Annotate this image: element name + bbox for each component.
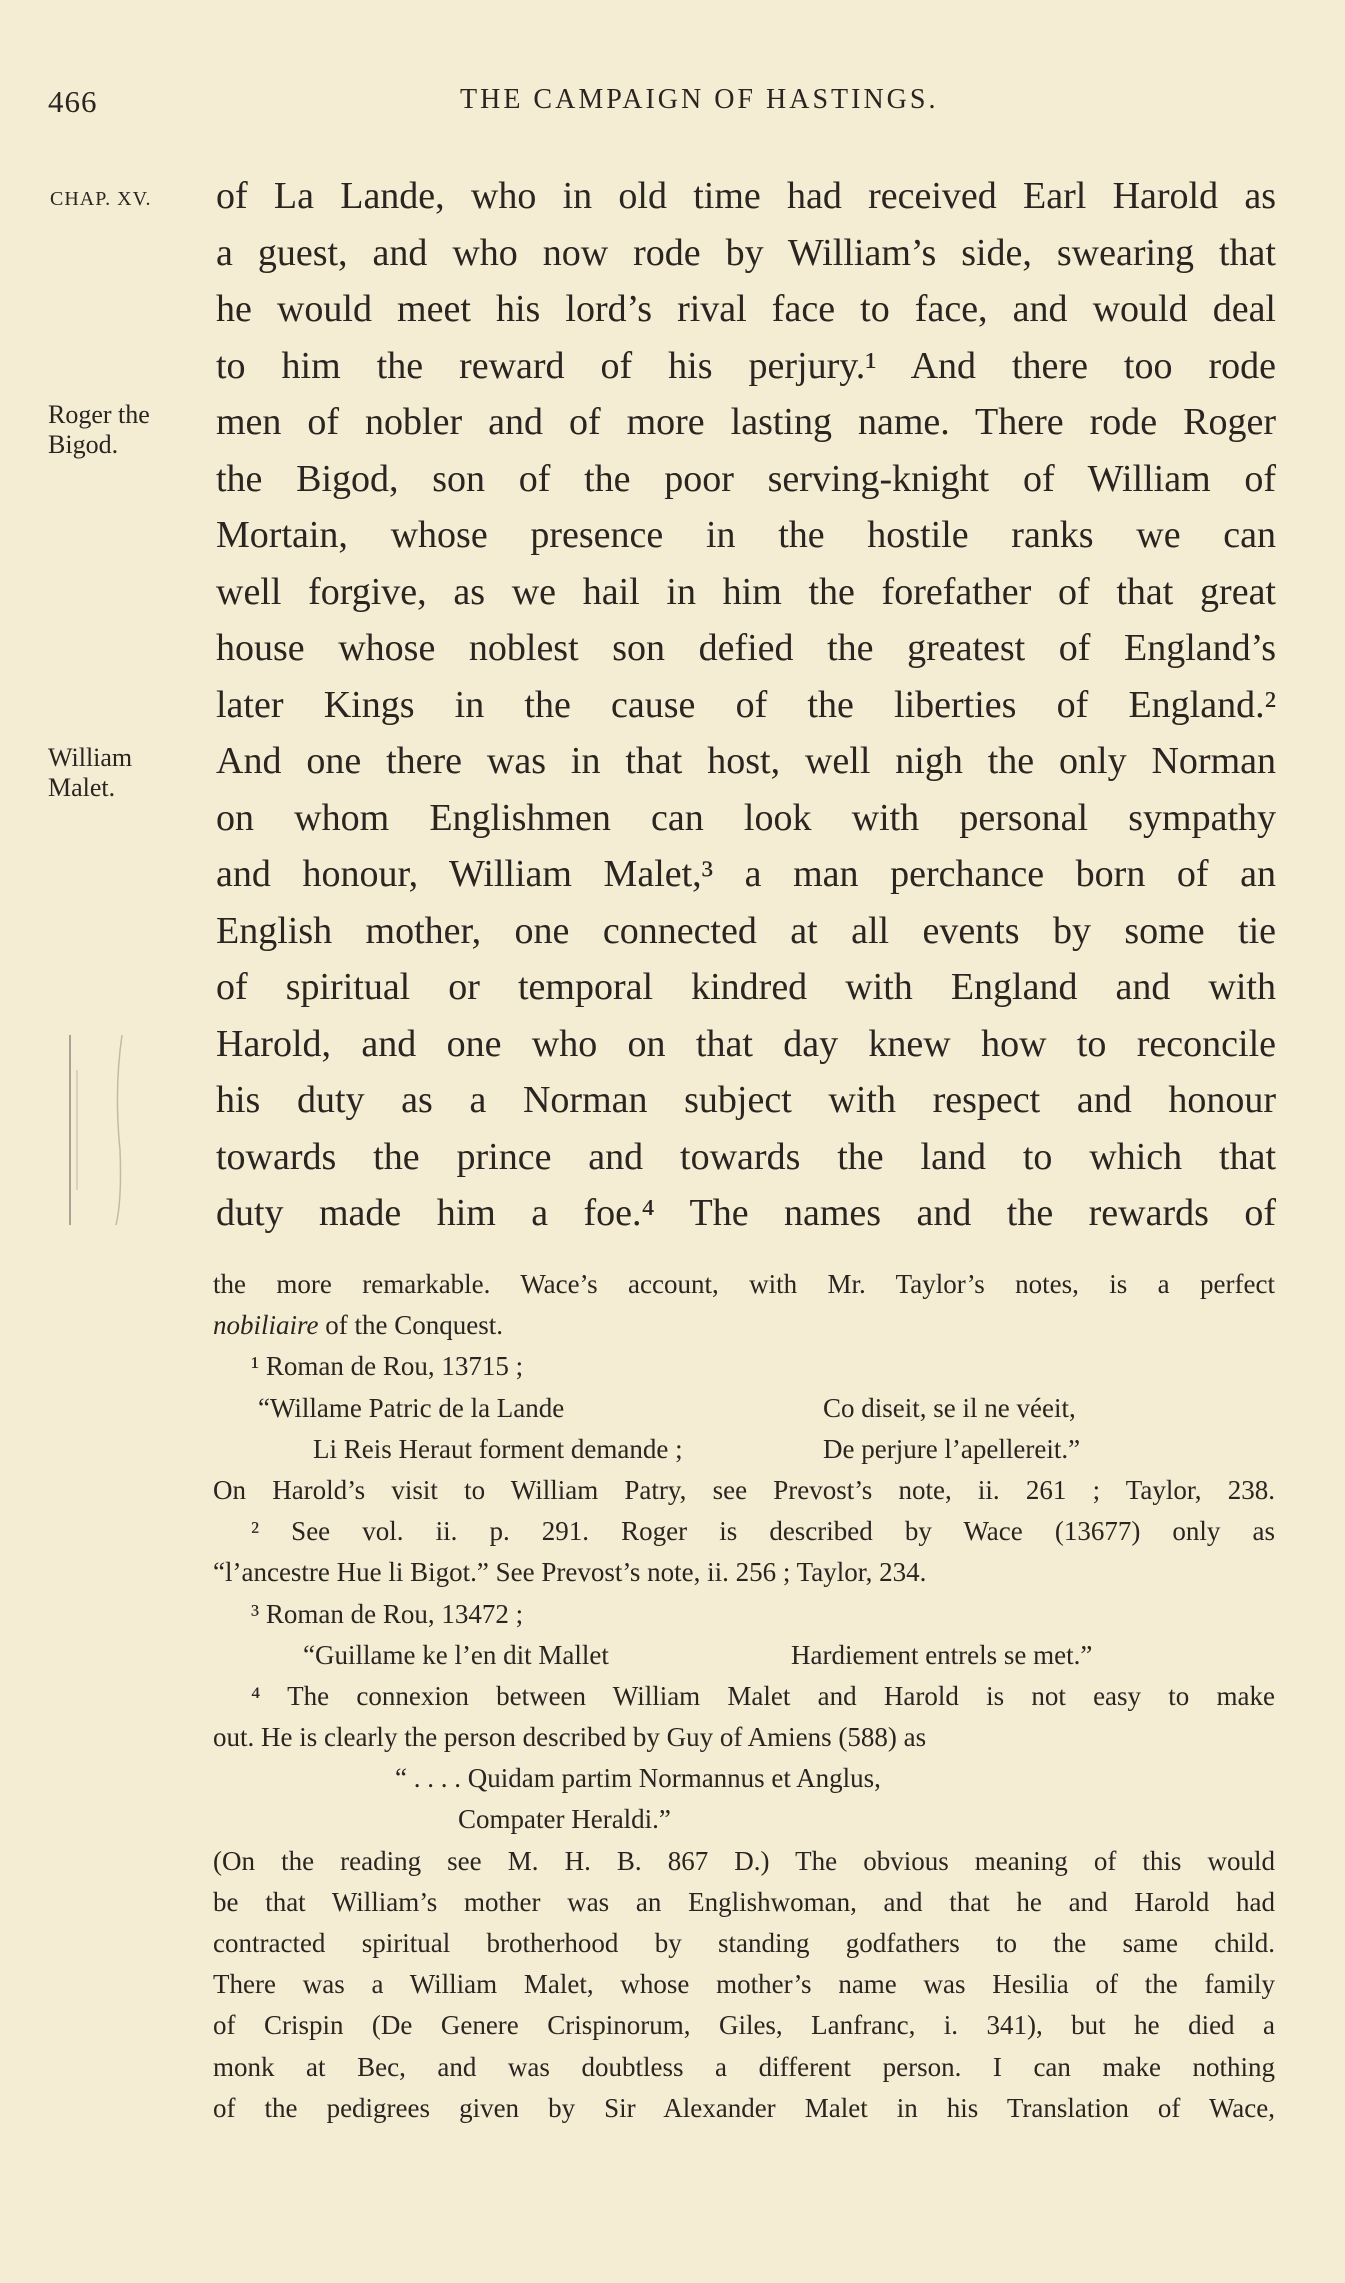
- body-text-line: of La Lande, who in old time had received Earl Harold as: [216, 175, 1276, 217]
- sidenote-line: Malet.: [48, 773, 116, 802]
- sidenote-line: Bigod.: [48, 430, 119, 459]
- page-number: 466: [48, 84, 98, 119]
- body-text-line: his duty as a Norman subject with respect and honour: [216, 1079, 1276, 1121]
- body-text-line: of spiritual or temporal kindred with England and with: [216, 966, 1276, 1008]
- footnote-3-heading: ³ Roman de Rou, 13472 ;: [251, 1598, 524, 1629]
- verse-right: Hardiement entrels se met.”: [791, 1639, 1093, 1670]
- verse-right: Co diseit, se il ne véeit,: [823, 1392, 1076, 1423]
- footnote-paragraph-line: There was a William Malet, whose mother’s name was Hesilia of the family: [213, 1969, 1275, 2000]
- body-text-line: And one there was in that host, well nigh the only Norman: [216, 740, 1276, 782]
- footnote-2-line: “l’ancestre Hue li Bigot.” See Prevost’s note, ii. 256 ; Taylor, 234.: [213, 1557, 927, 1588]
- verse-right: De perjure l’apellereit.”: [823, 1433, 1081, 1464]
- body-text-line: Mortain, whose presence in the hostile ranks we can: [216, 514, 1276, 556]
- footnote-4-quote: Compater Heraldi.”: [458, 1804, 671, 1835]
- footnote-1-tail: On Harold’s visit to William Patry, see Prevost’s note, ii. 261 ; Taylor, 238.: [213, 1474, 1275, 1505]
- footnote-text: of the Conquest.: [318, 1310, 503, 1341]
- sidenote-roger-bigod: [48, 400, 150, 460]
- sidenote-line: Roger the: [48, 400, 150, 429]
- running-title: THE CAMPAIGN OF HASTINGS.: [460, 84, 939, 115]
- body-text-line: and honour, William Malet,³ a man perchance born of an: [216, 853, 1276, 895]
- body-text-line: English mother, one connected at all events by some tie: [216, 909, 1276, 952]
- footnote-continuation-line: [213, 1305, 1275, 1346]
- footnote-continuation-line: the more remarkable. Wace’s account, with Mr. Taylor’s notes, is a perfect: [213, 1269, 1275, 1299]
- footnote-paragraph-line: be that William’s mother was an Englishwoman, and that he and Harold had: [213, 1886, 1275, 1917]
- chapter-label: CHAP. XV.: [50, 188, 152, 210]
- pencil-margin-mark: [62, 1030, 152, 1230]
- footnote-1-verse: [213, 1388, 1275, 1429]
- verse-left: “Willame Patric de la Lande: [258, 1392, 565, 1423]
- italic-term: nobiliaire: [213, 1310, 319, 1341]
- footnote-paragraph-line: (On the reading see M. H. B. 867 D.) The obvious meaning of this would: [213, 1845, 1275, 1876]
- body-text-line: a guest, and who now rode by William’s side, swearing that: [216, 231, 1276, 274]
- body-text-line: the Bigod, son of the poor serving-knight of William of: [216, 457, 1276, 500]
- body-text-line: duty made him a foe.⁴ The names and the rewards of: [216, 1192, 1276, 1234]
- footnotes: [213, 1264, 1275, 2129]
- footnote-3-verse: [213, 1635, 1275, 1676]
- body-text-line: well forgive, as we hail in him the forefather of that great: [216, 570, 1276, 613]
- body-text-line: towards the prince and towards the land to which that: [216, 1135, 1276, 1178]
- body-text-line: house whose noblest son defied the greatest of England’s: [216, 627, 1276, 669]
- footnote-paragraph-line: monk at Bec, and was doubtless a different person. I can make nothing: [213, 2051, 1275, 2082]
- page-header: [48, 84, 1297, 124]
- footnote-1-verse: [213, 1429, 1275, 1470]
- body-text-line: later Kings in the cause of the liberties of England.²: [216, 683, 1276, 726]
- body-text-line: on whom Englishmen can look with personal sympathy: [216, 796, 1276, 839]
- body-text-line: to him the reward of his perjury.¹ And there too rode: [216, 344, 1276, 387]
- verse-left: Li Reis Heraut forment demande ;: [313, 1433, 683, 1464]
- footnote-paragraph-line: of the pedigrees given by Sir Alexander Malet in his Translation of Wace,: [213, 2092, 1275, 2123]
- verse-left: “Guillame ke l’en dit Mallet: [303, 1639, 609, 1670]
- footnote-4-line: out. He is clearly the person described by Guy of Amiens (588) as: [213, 1722, 927, 1753]
- body-text-line: Harold, and one who on that day knew how to reconcile: [216, 1022, 1276, 1065]
- footnote-2-line: ² See vol. ii. p. 291. Roger is described by Wace (13677) only as: [251, 1516, 1275, 1547]
- footnote-4-paragraph: [213, 1841, 1275, 2129]
- body-text-line: he would meet his lord’s rival face to face, and would deal: [216, 288, 1276, 330]
- footnote-4-line: ⁴ The connexion between William Malet and Harold is not easy to make: [251, 1680, 1275, 1711]
- sidenote-line: William: [48, 743, 133, 772]
- footnote-paragraph-line: contracted spiritual brotherhood by standing godfathers to the same child.: [213, 1928, 1275, 1958]
- body-text-line: men of nobler and of more lasting name. There rode Roger: [216, 401, 1276, 443]
- main-text: [216, 168, 1276, 1242]
- footnote-paragraph-line: of Crispin (De Genere Crispinorum, Giles, Lanfranc, i. 341), but he died a: [213, 2010, 1275, 2041]
- sidenote-william-malet: [48, 743, 132, 803]
- footnote-1-heading: ¹ Roman de Rou, 13715 ;: [251, 1351, 524, 1382]
- footnote-4-quote: “ . . . . Quidam partim Normannus et Anglus,: [395, 1763, 881, 1794]
